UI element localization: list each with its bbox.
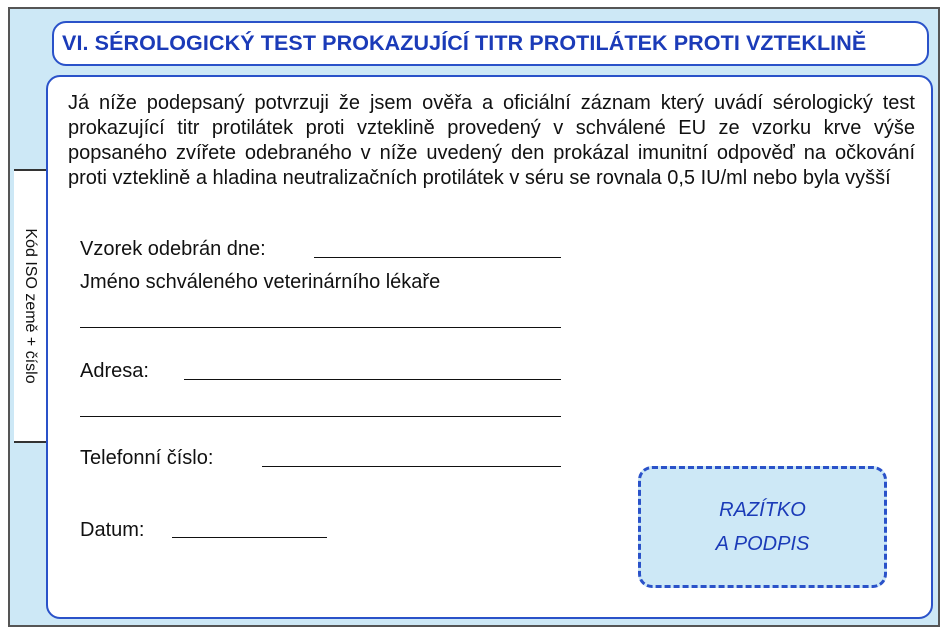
address-field-line-2[interactable] — [80, 416, 561, 417]
vet-name-label: Jméno schváleného veterinárního lékaře — [80, 271, 441, 293]
section-title-text: VI. SÉROLOGICKÝ TEST PROKAZUJÍCÍ TITR PROTILÁTEK PROTI VZTEKLINĚ — [62, 31, 867, 55]
certificate-section — [8, 7, 940, 627]
date-field[interactable] — [172, 537, 327, 538]
section-title — [52, 21, 929, 66]
phone-field[interactable] — [262, 466, 561, 467]
signature-label: A PODPIS — [715, 533, 810, 555]
declaration-panel — [46, 75, 933, 619]
stamp-label: RAZÍTKO — [719, 499, 806, 521]
phone-label: Telefonní číslo: — [80, 447, 214, 469]
date-label: Datum: — [80, 519, 145, 541]
iso-country-code-label: Kód ISO země + číslo — [22, 228, 39, 384]
declaration-text: Já níže podepsaný potvrzuji že jsem ověřa a oficiální záznam který uvádí sérologický test prokazující titr protilátek proti vzteklině provedený v schválené EU ze vzorku krve výše popsaného zvířete odebraného v níže uvedený den prokázal imunitní odpověď na očkování proti vzteklině a hladina neutralizačních protilátek v séru se rovnala 0,5 IU/ml nebo byla vyšší — [68, 92, 915, 189]
stamp-and-signature-box[interactable] — [638, 466, 887, 588]
sample-date-field[interactable] — [314, 257, 561, 258]
address-label: Adresa: — [80, 360, 149, 382]
address-field-line-1[interactable] — [184, 379, 561, 380]
sample-date-label: Vzorek odebrán dne: — [80, 238, 266, 260]
vet-name-field[interactable] — [80, 327, 561, 328]
iso-country-code-tab — [14, 169, 48, 443]
